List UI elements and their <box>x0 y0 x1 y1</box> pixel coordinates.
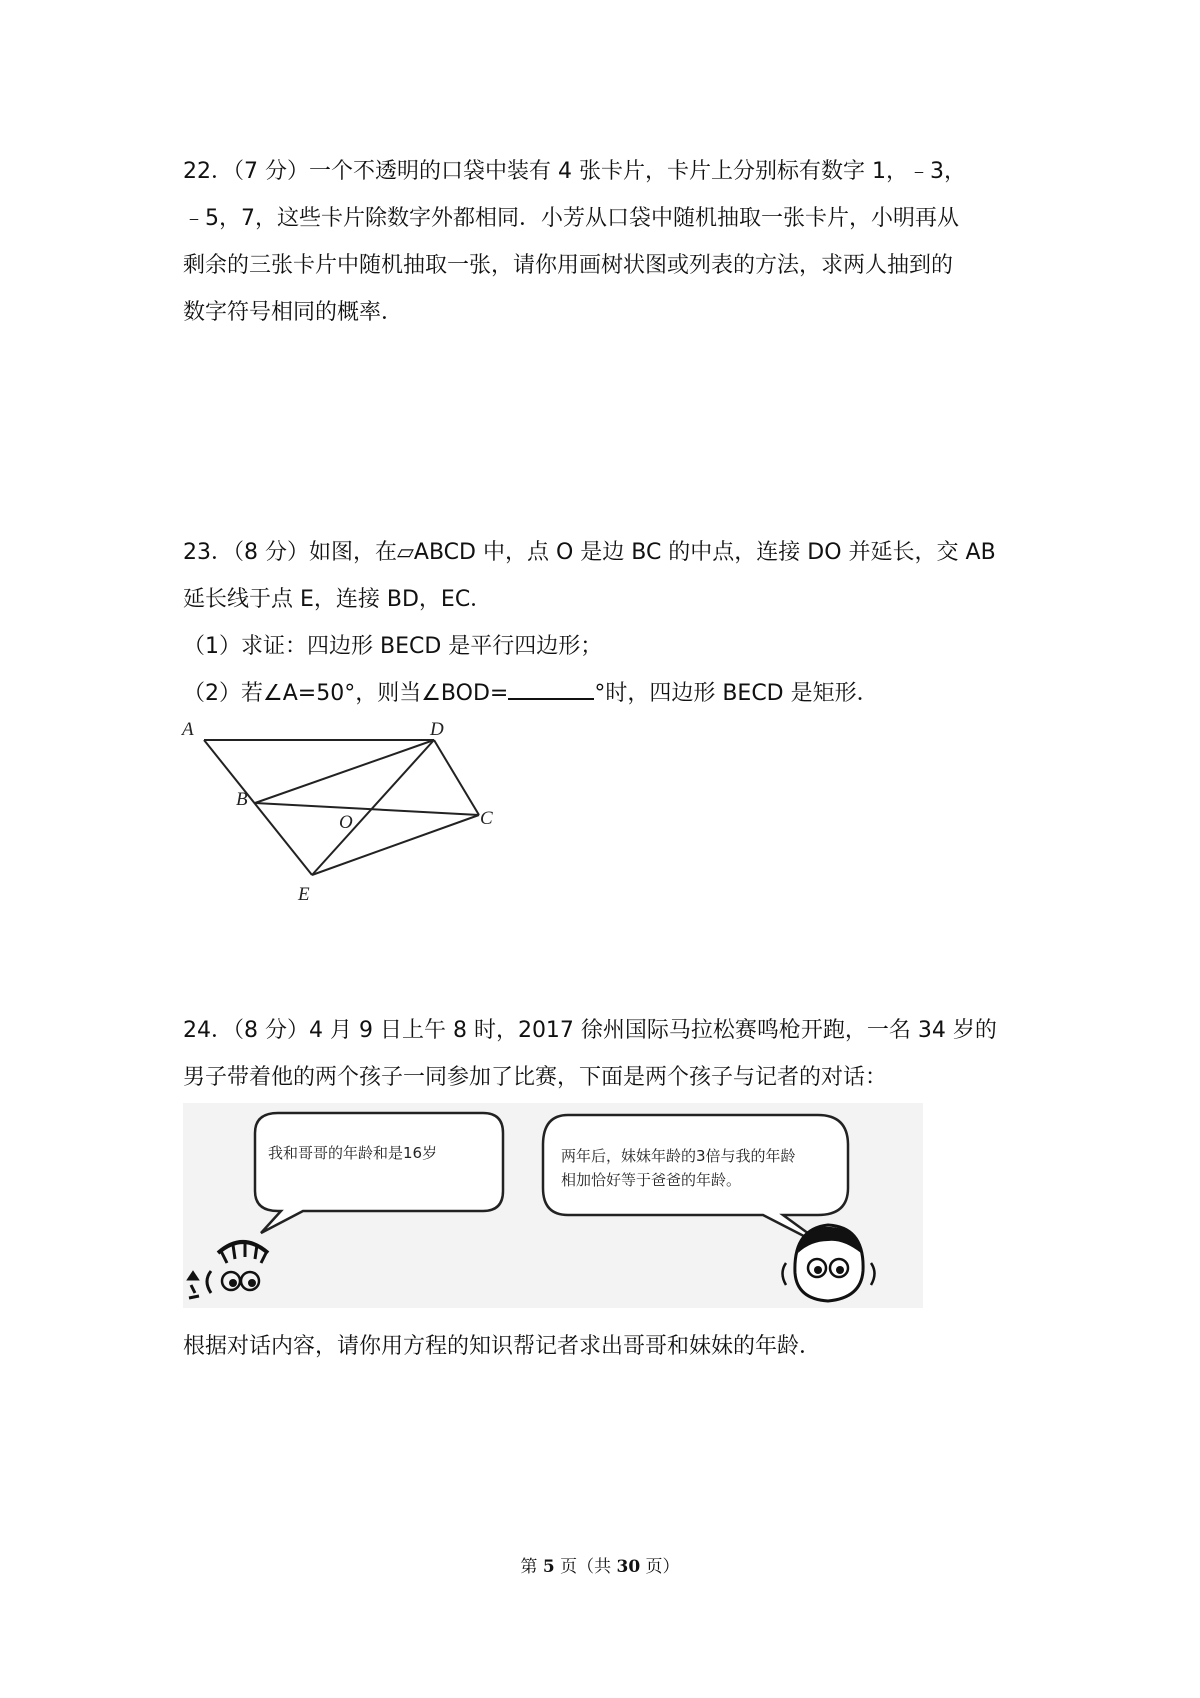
footer-middle: 页（共 <box>554 1557 617 1577</box>
dialogue-illustration <box>183 1103 923 1308</box>
label-b: B <box>236 789 248 810</box>
label-o: O <box>339 812 353 833</box>
q23-line-2: 延长线于点 E，连接 BD，EC． <box>183 587 493 612</box>
q23-part-2-after: °时，四边形 BECD 是矩形． <box>594 681 879 706</box>
question-24 <box>183 1007 1033 1101</box>
parallelogram-figure <box>180 715 500 905</box>
page-footer <box>0 1552 1200 1577</box>
label-c: C <box>480 808 493 829</box>
footer-prefix: 第 <box>520 1557 543 1577</box>
total-page-count: 30 <box>616 1557 641 1577</box>
right-bubble-text-1: 两年后，妹妹年龄的3倍与我的年龄 <box>561 1147 796 1165</box>
segment-ec <box>312 815 479 875</box>
question-23 <box>183 529 1033 717</box>
q22-line-2: ﹣5，7，这些卡片除数字外都相同．小芳从口袋中随机抽取一张卡片，小明再从 <box>183 206 959 231</box>
segment-dc <box>434 740 479 815</box>
question-22 <box>183 148 1033 336</box>
label-e: E <box>298 884 310 905</box>
q22-line-4: 数字符号相同的概率． <box>183 300 404 325</box>
current-page-number: 5 <box>542 1557 555 1577</box>
q23-part-1: （1）求证：四边形 BECD 是平行四边形； <box>183 634 603 659</box>
q22-line-1: 22．（7 分）一个不透明的口袋中装有 4 张卡片，卡片上分别标有数字 1，﹣3， <box>183 159 966 184</box>
label-d: D <box>430 719 444 740</box>
q22-line-3: 剩余的三张卡片中随机抽取一张，请你用画树状图或列表的方法，求两人抽到的 <box>183 253 954 278</box>
segment-bd <box>255 740 434 803</box>
right-bubble-text-2: 相加恰好等于爸爸的年龄。 <box>561 1171 742 1189</box>
q23-part-2-before: （2）若∠A=50°，则当∠BOD= <box>183 681 509 706</box>
footer-suffix: 页） <box>640 1557 680 1577</box>
q23-part-2 <box>183 670 1033 717</box>
segment-ae <box>204 740 312 875</box>
answer-blank <box>508 674 594 700</box>
question-24-closing <box>183 1323 1033 1370</box>
label-a: A <box>182 719 194 740</box>
q24-closing-line: 根据对话内容，请你用方程的知识帮记者求出哥哥和妹妹的年龄． <box>183 1334 822 1359</box>
q23-line-1: 23．（8 分）如图，在▱ABCD 中，点 O 是边 BC 的中点，连接 DO 并延长，交 AB <box>183 540 996 565</box>
q24-line-2: 男子带着他的两个孩子一同参加了比赛，下面是两个孩子与记者的对话： <box>183 1065 888 1090</box>
q24-line-1: 24．（8 分）4 月 9 日上午 8 时，2017 徐州国际马拉松赛鸣枪开跑，一名 34 岁的 <box>183 1018 997 1043</box>
left-bubble-text: 我和哥哥的年龄和是16岁 <box>268 1144 438 1162</box>
